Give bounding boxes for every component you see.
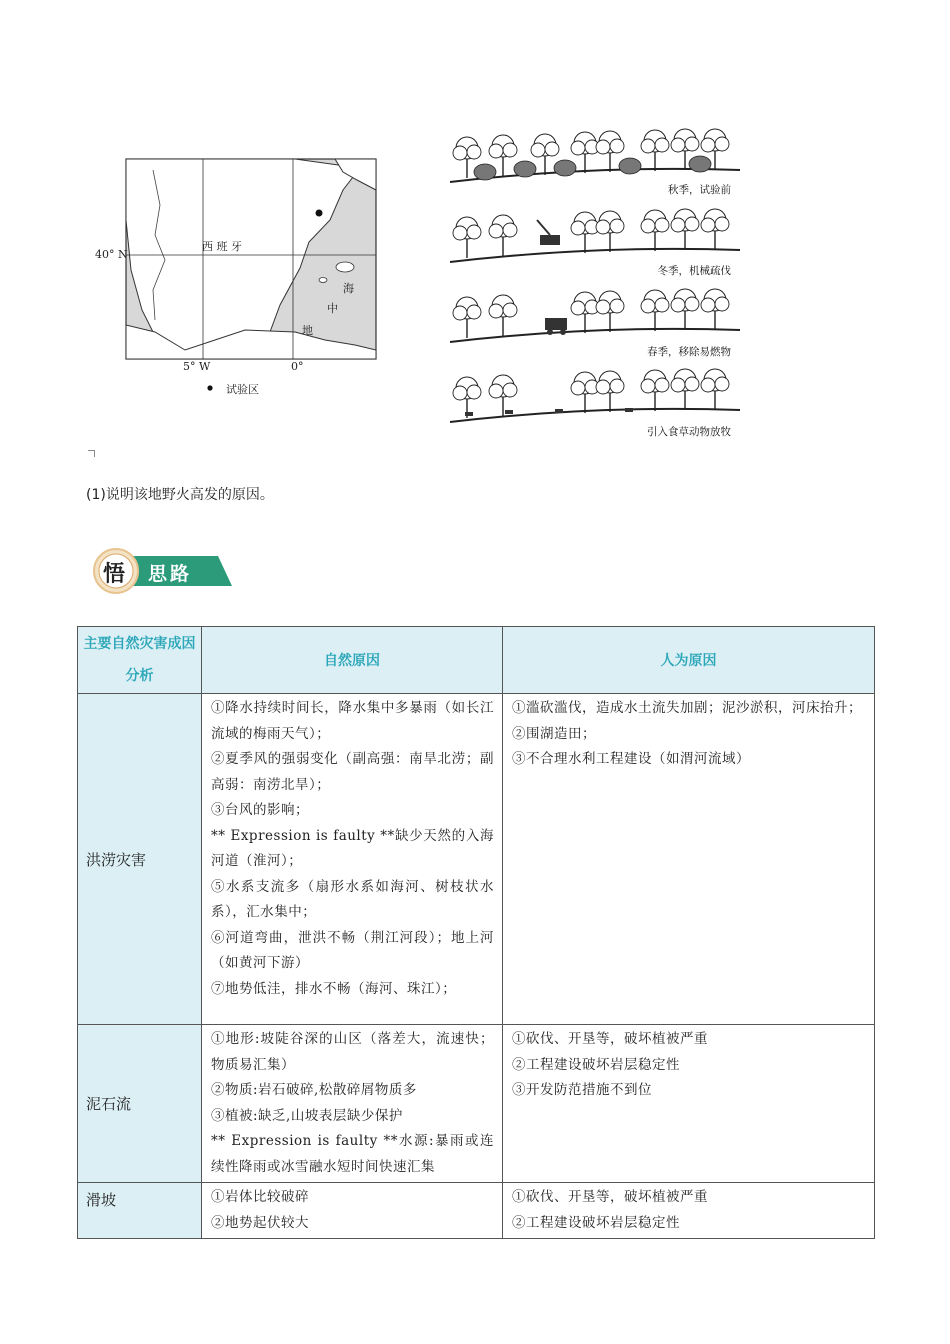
badge-label: 思路: [148, 563, 193, 585]
list-item: ③植被:缺乏,山坡表层缺少保护: [211, 1107, 403, 1124]
table-row-flood: [78, 694, 875, 1025]
natural-causes-cell: [202, 1183, 503, 1239]
list-item: ①滥砍滥伐，造成水土流失加剧；泥沙淤积，河床抬升；: [512, 700, 862, 716]
list-item: ②工程建设破坏岩层稳定性: [512, 1214, 680, 1231]
human-causes-cell: [503, 694, 875, 1025]
badge-icon-char: 悟: [103, 562, 126, 587]
natural-causes-cell: [202, 1025, 503, 1183]
list-item: ①降水持续时间长，降水集中多暴雨（如长江流域的梅雨天气）；: [211, 700, 494, 742]
forest-treatment-figure: [445, 120, 745, 445]
header-category: 主要自然灾害成因分析: [78, 627, 202, 694]
question-text: (1)说明该地野火高发的原因。: [86, 487, 274, 503]
forest-caption-1: 秋季，试验前: [668, 184, 731, 196]
human-causes-cell: [503, 1183, 875, 1239]
forest-caption-3: 春季，移除易燃物: [647, 346, 731, 358]
list-item: ** Expression is faulty **水源:暴雨或连续性降雨或冰雪融水短时间快速汇集: [211, 1133, 494, 1175]
list-item: ③台风的影响；: [211, 802, 309, 818]
list-item: ①地形:坡陡谷深的山区（落差大，流速快；物质易汇集）: [211, 1031, 494, 1073]
list-item: ③开发防范措施不到位: [512, 1082, 652, 1098]
list-item: ②夏季风的强弱变化（副高强：南旱北涝；副高弱：南涝北旱）；: [211, 751, 494, 793]
list-item: ①砍伐、开垦等，破坏植被严重: [512, 1189, 708, 1205]
list-item: ** Expression is faulty **缺少天然的入海河道（淮河）；: [211, 827, 494, 869]
forest-caption-2: 冬季，机械疏伐: [657, 265, 731, 277]
natural-causes-cell: [202, 694, 503, 1025]
row-category: 洪涝灾害: [78, 694, 202, 1025]
longitude-west-label: 5° W: [183, 360, 211, 373]
sea-label-hai: 海: [343, 282, 354, 295]
list-item: ②围湖造田；: [512, 725, 596, 742]
latitude-label: 40° N: [95, 248, 128, 261]
list-item: ⑤水系支流多（扇形水系如海河、树枝状水系），汇水集中；: [211, 878, 494, 920]
sea-label-di: 地: [302, 324, 313, 337]
list-item: ③不合理水利工程建设（如渭河流域）: [512, 751, 750, 767]
legend-label: 试验区: [226, 383, 259, 396]
human-causes-cell: [503, 1025, 875, 1183]
row-category: 泥石流: [78, 1025, 202, 1183]
list-item: ②物质:岩石破碎,松散碎屑物质多: [211, 1082, 417, 1098]
list-item: ⑥河道弯曲，泄洪不畅（荆江河段）；地上河（如黄河下游）: [211, 929, 494, 971]
iberia-map-figure: [95, 150, 395, 400]
disaster-cause-table: [77, 626, 875, 1239]
thinking-badge: [90, 546, 240, 594]
test-site-dot: [316, 210, 323, 217]
forest-panels: [445, 120, 745, 445]
spain-label: 西 班 牙: [202, 240, 242, 253]
table-row-landslide: [78, 1183, 875, 1239]
corner-mark: [88, 450, 95, 457]
list-item: ②工程建设破坏岩层稳定性: [512, 1056, 680, 1073]
header-natural: 自然原因: [202, 627, 503, 694]
header-human: 人为原因: [503, 627, 875, 694]
list-item: ②地势起伏较大: [211, 1214, 309, 1231]
list-item: ①砍伐、开垦等，破坏植被严重: [512, 1031, 708, 1047]
list-item: ⑦地势低洼，排水不畅（海河、珠江）；: [211, 980, 457, 997]
row-category: 滑坡: [78, 1183, 202, 1239]
iberia-map: [95, 150, 395, 400]
table-row-debris-flow: [78, 1025, 875, 1183]
forest-caption-4: 引入食草动物放牧: [647, 426, 731, 438]
list-item: ①岩体比较破碎: [211, 1189, 309, 1205]
legend-dot: [207, 385, 212, 390]
sea-label-zhong: 中: [327, 302, 338, 315]
longitude-zero-label: 0°: [291, 360, 304, 373]
table-header-row: [78, 627, 875, 694]
